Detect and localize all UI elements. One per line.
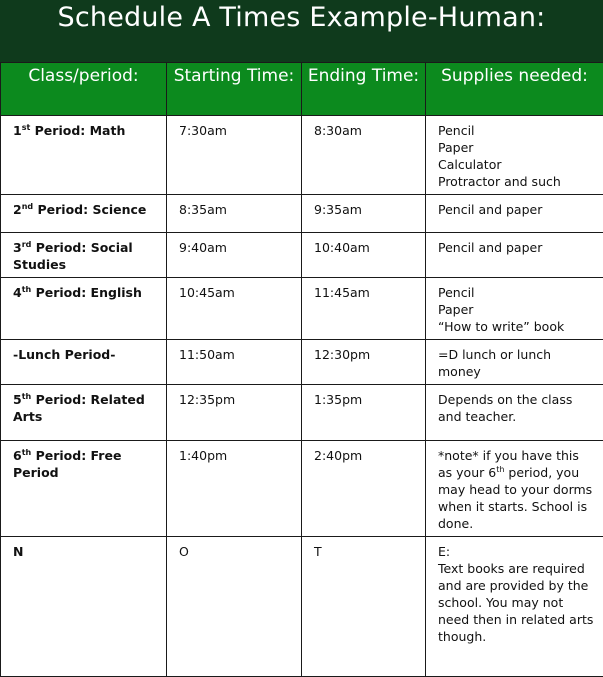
start-time-cell: 12:35pm (167, 385, 302, 441)
period-ordinal: 4 (13, 285, 22, 300)
supplies-cell: Pencil and paper (426, 195, 603, 233)
table-row (1, 537, 603, 677)
schedule-title: Schedule A Times Example-Human: (58, 0, 546, 36)
supplies-note-end: period, you may head to your dorms when it starts. School is done. (438, 465, 592, 531)
period-label: Period: Social Studies (13, 240, 133, 272)
period-label: Period: Related Arts (13, 392, 145, 424)
table-row (1, 233, 603, 278)
end-time-cell: T (302, 537, 426, 677)
period-ordinal: 3 (13, 240, 22, 255)
schedule-table (0, 62, 603, 677)
supplies-cell (426, 441, 603, 537)
end-time-cell: 2:40pm (302, 441, 426, 537)
period-label: Period: Science (33, 202, 146, 217)
header-starting-time: Starting Time: (167, 63, 302, 116)
end-time-cell: 11:45am (302, 278, 426, 340)
period-ordinal: 6 (13, 448, 22, 463)
start-time-cell: O (167, 537, 302, 677)
supplies-cell: Depends on the class and teacher. (426, 385, 603, 441)
period-ordinal: 1 (13, 123, 22, 138)
header-supplies-needed: Supplies needed: (426, 63, 603, 116)
end-time-cell: 8:30am (302, 116, 426, 195)
table-row (1, 195, 603, 233)
period-label: -Lunch Period- (13, 347, 115, 362)
period-label: Period: Math (30, 123, 125, 138)
table-row (1, 340, 603, 385)
header-ending-time: Ending Time: (302, 63, 426, 116)
start-time-cell: 1:40pm (167, 441, 302, 537)
header-row (1, 63, 603, 116)
supplies-note-suffix: th (496, 465, 504, 474)
period-cell (1, 385, 167, 441)
period-ordinal-suffix: th (22, 285, 32, 294)
end-time-cell: 10:40am (302, 233, 426, 278)
end-time-cell: 9:35am (302, 195, 426, 233)
period-cell (1, 233, 167, 278)
start-time-cell: 11:50am (167, 340, 302, 385)
period-cell (1, 195, 167, 233)
period-ordinal-suffix: st (22, 123, 31, 132)
start-time-cell: 10:45am (167, 278, 302, 340)
header-class-period: Class/period: (1, 63, 167, 116)
period-ordinal: 2 (13, 202, 22, 217)
start-time-cell: 7:30am (167, 116, 302, 195)
table-row (1, 278, 603, 340)
supplies-note-start: *note* if you have this as your 6 (438, 448, 579, 480)
period-cell (1, 441, 167, 537)
start-time-cell: 9:40am (167, 233, 302, 278)
supplies-cell: Pencil Paper Calculator Protractor and such (426, 116, 603, 195)
period-label: N (13, 544, 23, 559)
period-cell (1, 537, 167, 677)
start-time-cell: 8:35am (167, 195, 302, 233)
end-time-cell: 1:35pm (302, 385, 426, 441)
period-cell (1, 278, 167, 340)
period-cell (1, 116, 167, 195)
supplies-cell: Pencil Paper “How to write” book (426, 278, 603, 340)
supplies-cell: Pencil and paper (426, 233, 603, 278)
period-label: Period: Free Period (13, 448, 121, 480)
end-time-cell: 12:30pm (302, 340, 426, 385)
period-label: Period: English (31, 285, 142, 300)
period-ordinal: 5 (13, 392, 22, 407)
table-row (1, 385, 603, 441)
period-cell (1, 340, 167, 385)
supplies-cell: E: Text books are required and are provided by the school. You may not need then in related arts though. (426, 537, 603, 677)
period-ordinal-suffix: th (22, 448, 32, 457)
table-row (1, 116, 603, 195)
period-ordinal-suffix: th (22, 392, 32, 401)
period-ordinal-suffix: nd (22, 202, 33, 211)
schedule-title-bar (0, 0, 603, 62)
period-ordinal-suffix: rd (22, 240, 32, 249)
table-row (1, 441, 603, 537)
supplies-cell: =D lunch or lunch money (426, 340, 603, 385)
